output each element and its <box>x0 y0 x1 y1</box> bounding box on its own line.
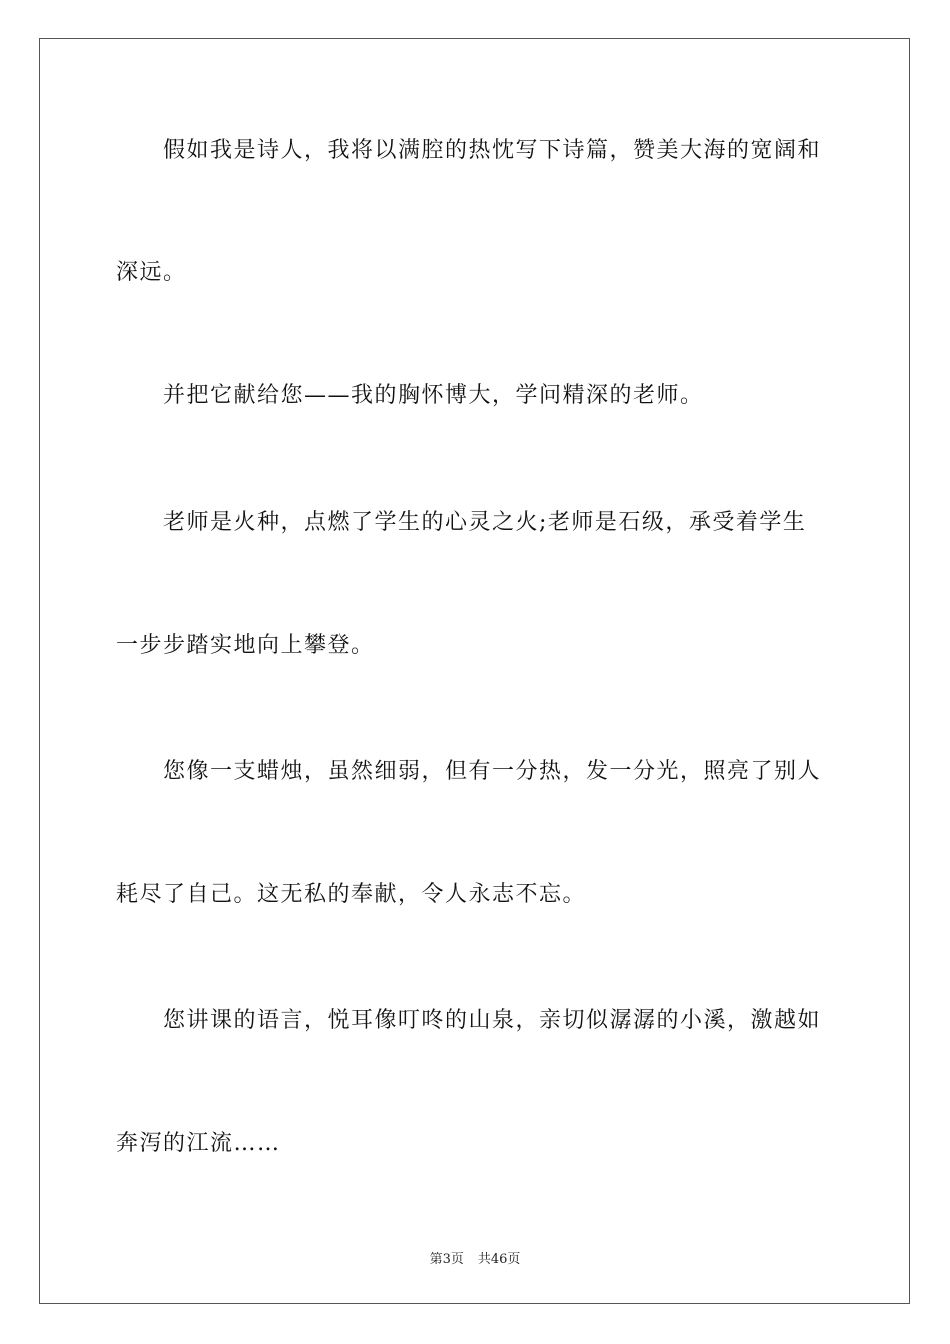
paragraph-3-line-1: 老师是火种，点燃了学生的心灵之火;老师是石级，承受着学生 <box>163 510 807 535</box>
paragraph-2-line-1: 并把它献给您——我的胸怀博大，学问精深的老师。 <box>163 383 704 408</box>
paragraph-1-line-2: 深远。 <box>116 260 187 285</box>
paragraph-4-line-1: 您像一支蜡烛，虽然细弱，但有一分热，发一分光，照亮了别人 <box>163 759 822 784</box>
paragraph-4-line-2: 耗尽了自己。这无私的奉献，令人永志不忘。 <box>116 882 587 907</box>
total-pages-label: 共46页 <box>477 1252 521 1267</box>
paragraph-1-line-1: 假如我是诗人，我将以满腔的热忱写下诗篇，赞美大海的宽阔和 <box>163 138 822 163</box>
paragraph-3-line-2: 一步步踏实地向上攀登。 <box>116 633 375 658</box>
current-page-label: 第3页 <box>429 1252 464 1267</box>
paragraph-5-line-1: 您讲课的语言，悦耳像叮咚的山泉，亲切似潺潺的小溪，激越如 <box>163 1008 822 1033</box>
paragraph-5-line-2: 奔泻的江流…… <box>116 1131 281 1156</box>
page-border <box>39 38 910 1304</box>
page-footer <box>0 1248 950 1267</box>
